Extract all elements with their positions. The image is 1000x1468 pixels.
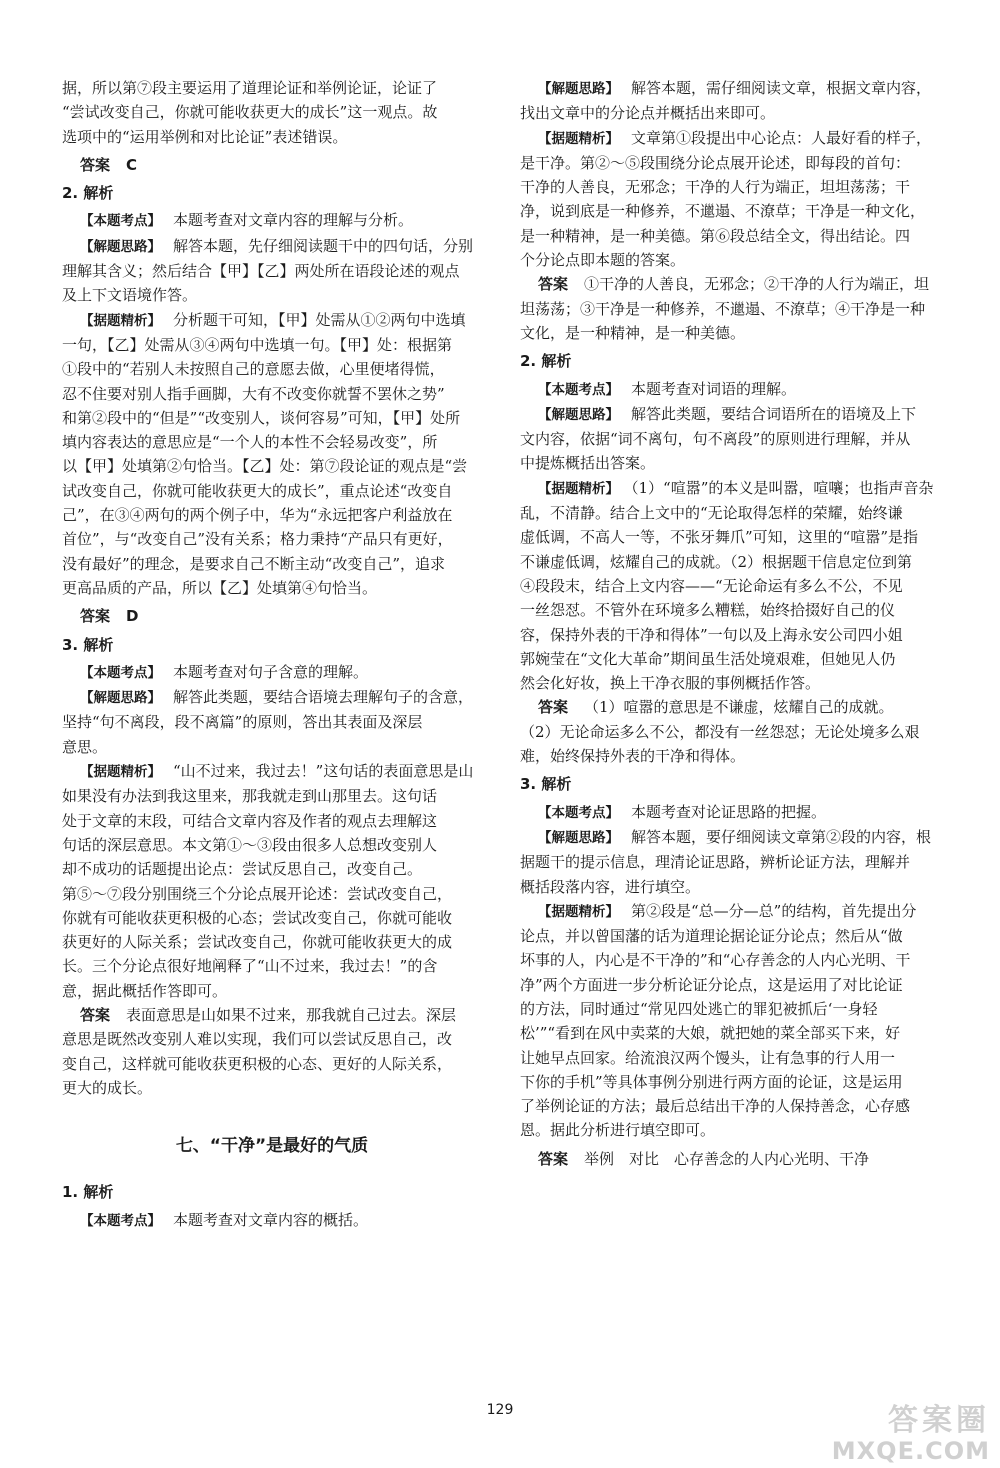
line-text: 试改变自己，你就可能收获更大的成长”，重点论述“改变自 bbox=[62, 481, 453, 500]
text-line bbox=[62, 1208, 482, 1233]
kaodian-block bbox=[62, 208, 482, 233]
text-line bbox=[62, 759, 482, 784]
line-text: 郭婉莹在“文化大革命”期间虽生活处境艰难，但她见人仍 bbox=[520, 649, 896, 668]
line-text: 填内容表达的意思应是“一个人的本性不会轻易改变”，所 bbox=[62, 433, 438, 452]
jingxi-block bbox=[520, 126, 946, 273]
line-text: 和第②段中的“但是”“改变别人，谈何容易”可知，【甲】处所 bbox=[62, 408, 461, 427]
text-line bbox=[520, 899, 946, 924]
text-line bbox=[520, 476, 946, 501]
line-text: 净”两个方面进一步分析论证分论点，这是运用了对比论证 bbox=[520, 975, 903, 994]
text-line bbox=[520, 126, 946, 151]
section-tag: 【据题精析】 bbox=[80, 764, 161, 781]
line-text: 分析题干可知，【甲】处需从①②两句中选填 bbox=[173, 310, 466, 329]
text-line bbox=[62, 382, 482, 406]
text-line bbox=[62, 1052, 482, 1076]
line-text: 本题考查对词语的理解。 bbox=[631, 379, 797, 398]
page-number: 129 bbox=[486, 1402, 514, 1418]
text-line bbox=[62, 552, 482, 576]
text-line bbox=[62, 833, 482, 857]
line-text: 如果没有办法到我这里来，那我就走到山那里去。这句话 bbox=[62, 787, 438, 806]
watermark-bottom: MXQE.COM bbox=[831, 1437, 990, 1465]
text-line bbox=[62, 1076, 482, 1100]
text-line bbox=[520, 1118, 946, 1142]
text-line bbox=[520, 1021, 946, 1045]
text-line bbox=[520, 647, 946, 671]
section-tag: 【本题考点】 bbox=[80, 1212, 161, 1229]
line-text: 文章第①段提出中心论点：人最好看的样子， bbox=[631, 128, 932, 147]
line-text: ④段段末，结合上文内容——“无论命运有多么不公，不见 bbox=[520, 576, 903, 595]
answer-line bbox=[538, 1147, 946, 1171]
text-line bbox=[62, 208, 482, 233]
text-line bbox=[520, 825, 946, 850]
text-line bbox=[520, 76, 946, 101]
line-text: 坚持“句不离段，段不离篇”的原则，答出其表面及深层 bbox=[62, 713, 423, 732]
text-line bbox=[62, 308, 482, 333]
line-text: 虚低调，不高人一等，不张牙舞爪”可知，这里的“喧嚣”是指 bbox=[520, 528, 919, 547]
text-line bbox=[520, 850, 946, 874]
text-line bbox=[520, 451, 946, 475]
question-header: 3. 解析 bbox=[520, 775, 572, 794]
section-tag: 【本题考点】 bbox=[538, 804, 619, 821]
answer-label: 答案 bbox=[538, 275, 569, 294]
question-header: 3. 解析 bbox=[62, 635, 114, 654]
section-title: 七、“干净”是最好的气质 bbox=[175, 1136, 369, 1157]
line-text: 意，据此概括作答即可。 bbox=[62, 981, 228, 1000]
line-text: 坦荡荡；③干净是一种修养，不邋遢、不潦草；④干净是一种 bbox=[520, 299, 926, 318]
section-tag: 【解题思路】 bbox=[538, 81, 619, 97]
line-text: 个分论点即本题的答案。 bbox=[520, 251, 686, 270]
line-text: 文化，是一种精神，是一种美德。 bbox=[520, 323, 746, 342]
text-line bbox=[520, 997, 946, 1021]
text-line bbox=[520, 224, 946, 248]
answer-block bbox=[520, 272, 946, 345]
line-text: 变自己，这样就可能收获更积极的心态、更好的人际关系， bbox=[62, 1054, 453, 1073]
line-text: 更高品质的产品，所以【乙】处填第④句恰当。 bbox=[62, 578, 378, 597]
line-text: 容，保持外表的干净和得体”一句以及上海永安公司四小姐 bbox=[520, 625, 903, 644]
line-text: 据题干的提示信息，理清论证思路，辨析论证方法，理解并 bbox=[520, 853, 911, 872]
text-line bbox=[62, 259, 482, 283]
text-line bbox=[520, 297, 946, 321]
left-column bbox=[62, 76, 482, 1233]
kaodian-block bbox=[62, 660, 482, 685]
text-line bbox=[520, 1046, 946, 1070]
line-text: 获更好的人际关系；尝试改变自己，你就可能收获更大的成 bbox=[62, 933, 453, 952]
text-line bbox=[62, 979, 482, 1003]
line-text: “山不过来，我过去！”这句话的表面意思是山 bbox=[173, 762, 474, 781]
line-text: 第⑤～⑦段分别围绕三个分论点展开论述：尝试改变自己， bbox=[62, 884, 453, 903]
section-tag: 【据题精析】 bbox=[80, 312, 161, 329]
line-text: 本题考查对文章内容的概括。 bbox=[173, 1210, 369, 1229]
text-line bbox=[520, 151, 946, 175]
text-line: 据，所以第⑦段主要运用了道理论证和举例论证，论证了 bbox=[62, 79, 438, 97]
text-line bbox=[520, 427, 946, 451]
line-text: 表面意思是山如果不过来，那我就自己过去。深层 bbox=[126, 1005, 457, 1024]
line-text: 及上下文语境作答。 bbox=[62, 286, 198, 305]
line-text: 让她早点回家。给流浪汉两个馒头，让有急事的行人用一 bbox=[520, 1048, 896, 1067]
line-text: 的方法，同时通过“常见四处逃亡的罪犯被抓后‘一身轻 bbox=[520, 999, 878, 1018]
kaodian-block bbox=[62, 1208, 482, 1233]
line-text: 长。三个分论点很好地阐释了“山不过来，我过去！”的含 bbox=[62, 957, 438, 976]
line-text: 句话的深层意思。本文第①～③段由很多人总想改变别人 bbox=[62, 835, 438, 854]
text-line bbox=[62, 906, 482, 930]
jingxi-block bbox=[62, 308, 482, 601]
line-text: 己”，在③④两句的两个例子中，华为“永远把客户利益放在 bbox=[62, 506, 453, 525]
line-text: 更大的成长。 bbox=[62, 1078, 153, 1097]
line-text: 理解其含义；然后结合【甲】【乙】两处所在语段论述的观点 bbox=[62, 262, 460, 281]
text-line bbox=[520, 948, 946, 972]
text-line bbox=[520, 574, 946, 598]
line-text: 忍不住要对别人指手画脚，大有不改变你就誓不罢休之势” bbox=[62, 384, 445, 403]
line-text: 解答本题，先仔细阅读题干中的四句话，分别 bbox=[173, 236, 474, 255]
intro-paragraph bbox=[62, 76, 482, 149]
line-text: （2）无论命运多么不公，都没有一丝怨怼；无论处境多么艰 bbox=[520, 722, 920, 741]
question-header: 2. 解析 bbox=[520, 352, 572, 371]
question-header: 1. 解析 bbox=[62, 1183, 114, 1202]
answer-line bbox=[80, 604, 482, 628]
text-line bbox=[520, 695, 946, 719]
text-line bbox=[62, 882, 482, 906]
line-text: （1）喧嚣的意思是不谦虚，炫耀自己的成就。 bbox=[584, 698, 894, 717]
section-tag: 【据题精析】 bbox=[538, 130, 619, 147]
section-tag: 【本题考点】 bbox=[80, 664, 161, 681]
line-text: 解答此类题，要结合语境去理解句子的含意， bbox=[173, 688, 474, 707]
line-text: 没有最好”的理念，是要求自己不断主动“改变自己”，追求 bbox=[62, 554, 446, 573]
silu-block bbox=[520, 402, 946, 476]
line-text: 解答此类题，要结合词语所在的语境及上下 bbox=[631, 404, 917, 423]
text-line bbox=[62, 710, 482, 734]
text-line bbox=[62, 503, 482, 527]
text-line bbox=[62, 685, 482, 710]
text-line bbox=[520, 598, 946, 622]
text-line bbox=[62, 234, 482, 259]
text-line bbox=[62, 357, 482, 381]
text-line bbox=[520, 402, 946, 427]
text-line bbox=[520, 272, 946, 296]
line-text: 概括段落内容，进行填空。 bbox=[520, 877, 701, 896]
section-tag: 【据题精析】 bbox=[538, 480, 619, 497]
text-line bbox=[62, 283, 482, 307]
text-line bbox=[62, 454, 482, 478]
answer-block bbox=[520, 695, 946, 768]
line-text: 本题考查对论证思路的把握。 bbox=[631, 802, 827, 821]
section-tag: 【解题思路】 bbox=[538, 829, 619, 846]
line-text: 净，说到底是一种修养，不邋遢、不潦草；干净是一种文化， bbox=[520, 202, 926, 221]
watermark-top: 答案圈 bbox=[888, 1403, 990, 1438]
answer-value: C bbox=[126, 155, 138, 174]
line-text: 难，始终保持外表的干净和得体。 bbox=[520, 747, 746, 766]
text-line bbox=[520, 199, 946, 223]
line-text: 然会化好妆，换上干净衣服的事例概括作答。 bbox=[520, 674, 821, 693]
line-text: 本题考查对文章内容的理解与分析。 bbox=[173, 211, 414, 230]
answer-label: 答案 bbox=[80, 1005, 111, 1024]
section-tag: 【本题考点】 bbox=[538, 381, 619, 398]
jingxi-block bbox=[520, 899, 946, 1143]
text-line bbox=[62, 1027, 482, 1051]
line-text: ①段中的“若别人未按照自己的意愿去做，心里便堵得慌， bbox=[62, 360, 445, 379]
question-header: 2. 解析 bbox=[62, 184, 114, 203]
text-line bbox=[520, 501, 946, 525]
jingxi-block bbox=[520, 476, 946, 696]
text-line bbox=[520, 875, 946, 899]
kaodian-block bbox=[520, 377, 946, 402]
line-text: 文内容，依据“词不离句，句不离段”的原则进行理解，并从 bbox=[520, 430, 911, 449]
text-line bbox=[62, 406, 482, 430]
answer-value: D bbox=[126, 607, 139, 626]
line-text: 乱，不清静。结合上文中的“无论取得怎样的荣耀，始终谦 bbox=[520, 504, 903, 523]
text-line bbox=[62, 857, 482, 881]
text-line bbox=[520, 1094, 946, 1118]
line-text: 意思是既然改变别人难以实现，我们可以尝试反思自己，改 bbox=[62, 1030, 453, 1049]
section-tag: 【解题思路】 bbox=[538, 406, 619, 423]
text-line bbox=[520, 550, 946, 574]
answer-block bbox=[62, 1003, 482, 1100]
answer-label: 答案 bbox=[80, 155, 111, 174]
section-tag: 【解题思路】 bbox=[80, 690, 161, 707]
text-line bbox=[520, 175, 946, 199]
line-text: 解答本题，要仔细阅读文章第②段的内容，根 bbox=[631, 827, 932, 846]
section-tag: 【据题精析】 bbox=[538, 903, 619, 920]
text-line bbox=[520, 720, 946, 744]
text-line bbox=[62, 479, 482, 503]
line-text: 中提炼概括出答案。 bbox=[520, 454, 656, 473]
line-text: 是一种精神，是一种美德。第⑥段总结全文，得出结论。四 bbox=[520, 226, 911, 245]
line-text: 论点，并以曾国藩的话为道理论据论证分论点；然后从“做 bbox=[520, 927, 903, 946]
text-line bbox=[520, 101, 946, 125]
text-line bbox=[520, 1070, 946, 1094]
line-text: 坏事的人，内心是不干净的”和“心存善念的人内心光明、干 bbox=[520, 951, 911, 970]
line-text: 下你的手机”等具体事例分别进行两方面的论证，这是运用 bbox=[520, 1072, 903, 1091]
silu-block bbox=[520, 76, 946, 126]
text-line bbox=[62, 1003, 482, 1027]
text-line bbox=[520, 744, 946, 768]
section-tag: 【本题考点】 bbox=[80, 213, 161, 230]
text-line bbox=[62, 954, 482, 978]
line-text: 不谦虚低调，炫耀自己的成就。（2）根据题干信息定位到第 bbox=[520, 552, 913, 571]
text-line bbox=[520, 321, 946, 345]
jingxi-block bbox=[62, 759, 482, 1003]
answer-line bbox=[80, 153, 482, 177]
answer-label: 答案 bbox=[538, 1149, 569, 1168]
text-line bbox=[62, 333, 482, 357]
answer-label: 答案 bbox=[80, 607, 111, 626]
line-text: 却不成功的话题提出论点：尝试反思自己，改变自己。 bbox=[62, 860, 423, 879]
line-text: 以【甲】处填第②句恰当。【乙】处：第⑦段论证的观点是“尝 bbox=[62, 457, 468, 476]
text-line bbox=[520, 800, 946, 825]
answer-label: 答案 bbox=[538, 698, 569, 717]
line-text: 恩。据此分析进行填空即可。 bbox=[520, 1121, 716, 1140]
section-tag: 【解题思路】 bbox=[80, 238, 161, 255]
line-text: 找出文章中的分论点并概括出来即可。 bbox=[520, 104, 776, 123]
line-text: 干净的人善良，无邪念；干净的人行为端正，坦坦荡荡；干 bbox=[520, 178, 911, 197]
line-text: ①干净的人善良，无邪念；②干净的人行为端正，坦 bbox=[584, 275, 930, 294]
text-line bbox=[520, 623, 946, 647]
line-text: 一句，【乙】处需从③④两句中选填一句。【甲】处：根据第 bbox=[62, 335, 453, 354]
text-line bbox=[520, 924, 946, 948]
text-line: 选项中的“运用举例和对比论证”表述错误。 bbox=[62, 127, 348, 146]
text-line bbox=[520, 248, 946, 272]
line-text: （1）“喧嚣”的本义是叫嚣，喧嚷；也指声音杂 bbox=[631, 478, 934, 497]
text-line bbox=[62, 930, 482, 954]
line-text: 第②段是“总—分—总”的结构，首先提出分 bbox=[631, 901, 917, 920]
right-column bbox=[520, 76, 946, 1175]
text-line bbox=[520, 671, 946, 695]
line-text: 你就有可能收获更积极的心态；尝试改变自己，你就可能收 bbox=[62, 908, 453, 927]
line-text: 首位”，与“改变自己”没有关系；格力秉持“产品只有更好， bbox=[62, 530, 453, 549]
silu-block bbox=[520, 825, 946, 899]
line-text: 处于文章的末段，可结合文章内容及作者的观点去理解这 bbox=[62, 811, 438, 830]
text-line bbox=[520, 377, 946, 402]
text-line bbox=[62, 735, 482, 759]
text-line: “尝试改变自己，你就可能收获更大的成长”这一观点。故 bbox=[62, 103, 438, 122]
line-text: 了举例论证的方法；最后总结出干净的人保持善念，心存感 bbox=[520, 1097, 911, 1116]
line-text: 一丝怨怼。不管外在环境多么糟糕，始终拾掇好自己的仪 bbox=[520, 601, 896, 620]
text-line bbox=[62, 576, 482, 600]
text-line bbox=[520, 525, 946, 549]
kaodian-block bbox=[520, 800, 946, 825]
text-line bbox=[520, 973, 946, 997]
line-text: 是干净。第②～⑤段围绕分论点展开论述，即每段的首句： bbox=[520, 153, 911, 172]
text-line bbox=[62, 809, 482, 833]
silu-block bbox=[62, 234, 482, 308]
text-line bbox=[62, 784, 482, 808]
watermark-logo bbox=[770, 1404, 990, 1464]
text-line bbox=[62, 660, 482, 685]
text-line bbox=[62, 527, 482, 551]
answer-value: 举例 对比 心存善念的人内心光明、干净 bbox=[584, 1149, 870, 1168]
silu-block bbox=[62, 685, 482, 759]
line-text: 本题考查对句子含意的理解。 bbox=[173, 662, 369, 681]
line-text: 松’”“看到在风中卖菜的大娘，就把她的菜全部买下来，好 bbox=[520, 1024, 901, 1043]
line-text: 解答本题，需仔细阅读文章，根据文章内容， bbox=[631, 79, 932, 97]
line-text: 意思。 bbox=[62, 737, 108, 756]
text-line bbox=[62, 430, 482, 454]
